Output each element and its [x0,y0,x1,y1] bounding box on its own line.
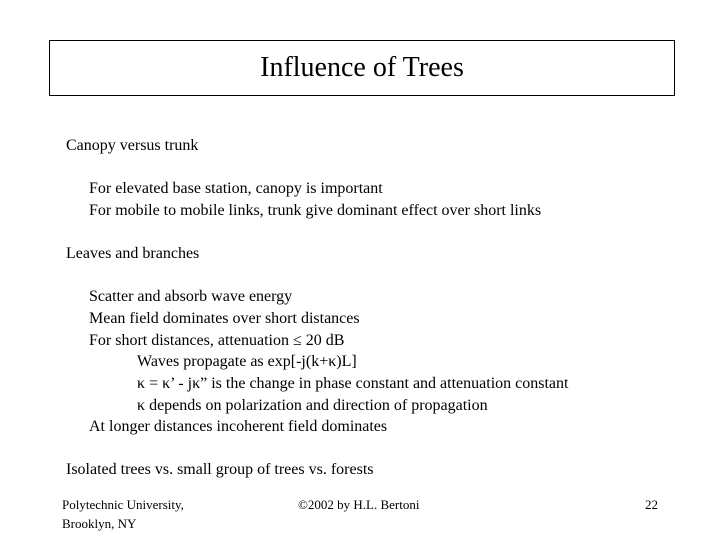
sub-bullet-attenuation: For short distances, attenuation ≤ 20 dB [89,332,345,349]
sub-sub-bullet-waves-propagate: Waves propagate as exp[-j(k+κ)L] [137,353,357,370]
slide-title: Influence of Trees [260,52,464,83]
footer-copyright: ©2002 by H.L. Bertoni [298,497,420,512]
title-box [49,40,675,96]
sub-sub-bullet-kappa-depends: κ depends on polarization and direction of propagation [137,397,488,414]
sub-sub-bullet-kappa-definition: κ = κ’ - jκ” is the change in phase constant and attenuation constant [137,375,569,392]
footer-institution-line2: Brooklyn, NY [62,515,137,531]
footer-institution-line1: Polytechnic University, [62,497,184,512]
sub-bullet-incoherent-field: At longer distances incoherent field dominates [89,418,388,435]
footer-institution [62,496,184,534]
bullet-leaves-and-branches: Leaves and branches [66,245,200,262]
sub-bullet-mean-field: Mean field dominates over short distances [89,310,360,327]
sub-bullet-scatter-absorb: Scatter and absorb wave energy [89,288,293,305]
bullet-canopy-versus-trunk: Canopy versus trunk [66,137,199,154]
sub-bullet-mobile-to-mobile: For mobile to mobile links, trunk give dominant effect over short links [89,202,542,219]
bullet-isolated-trees: Isolated trees vs. small group of trees vs. forests [66,461,374,478]
sub-bullet-elevated-base-station: For elevated base station, canopy is important [89,180,383,197]
footer-page-number: 22 [645,497,658,512]
